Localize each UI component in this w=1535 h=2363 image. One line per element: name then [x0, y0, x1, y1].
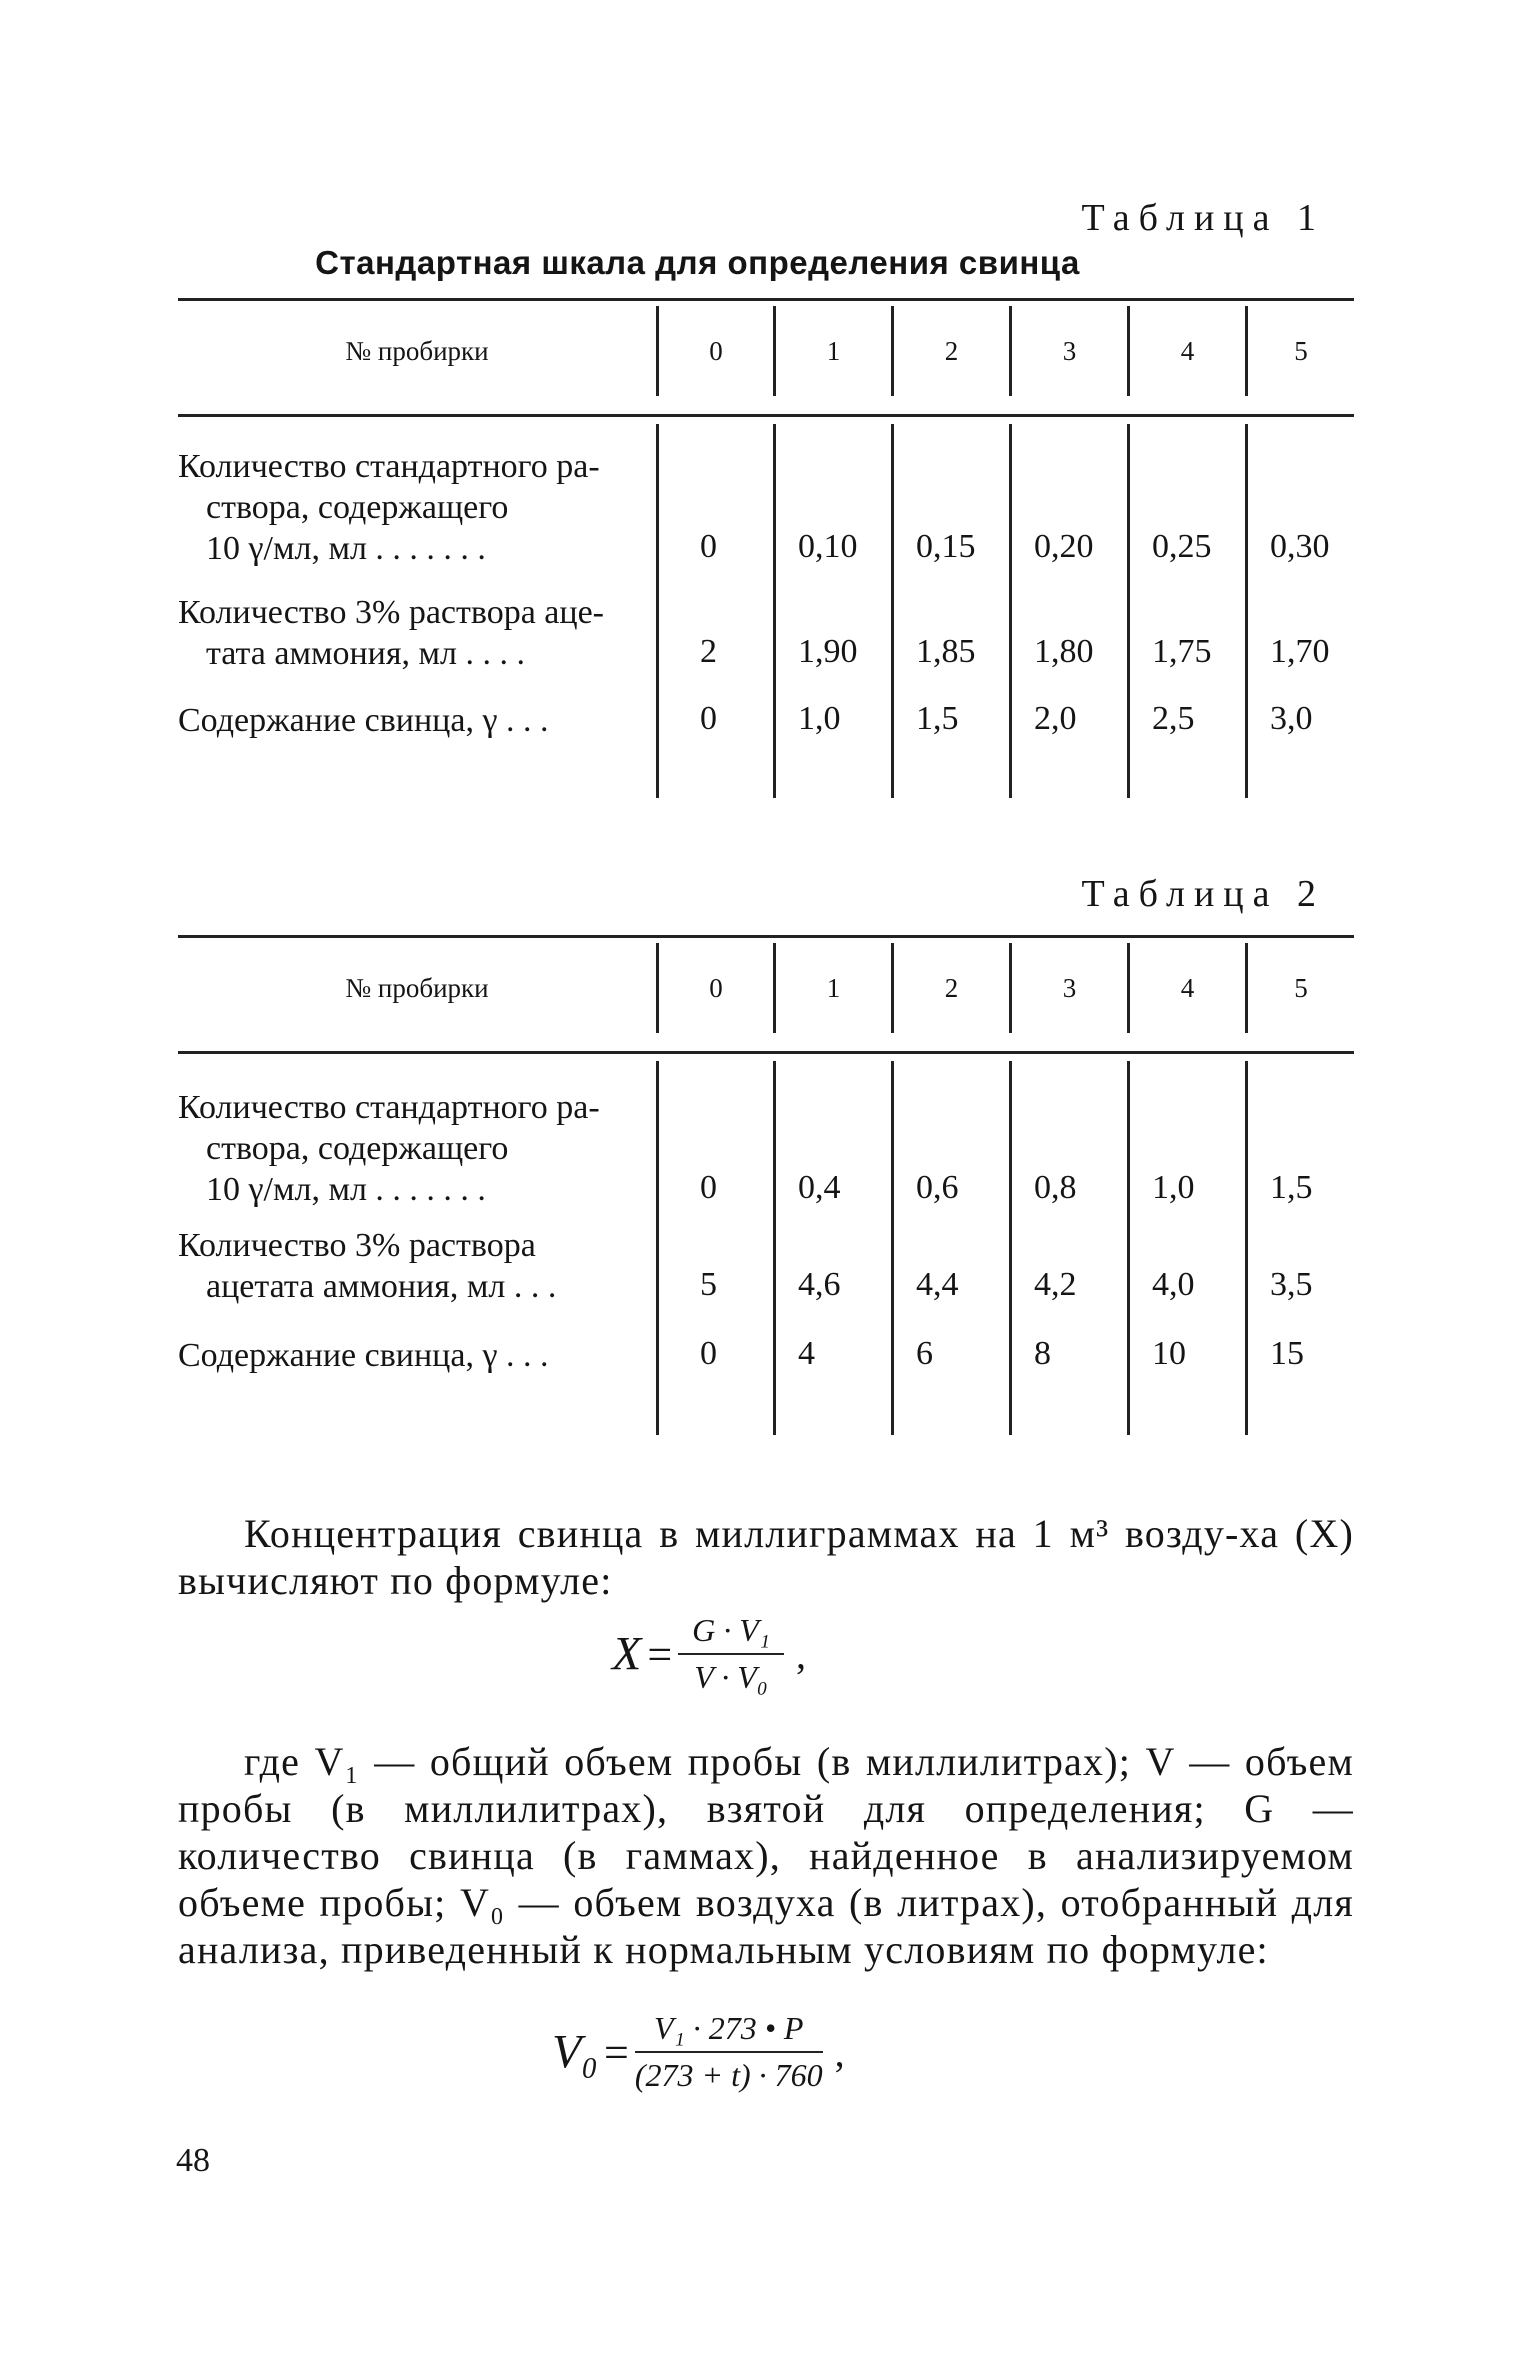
- table-cell: 0,25: [1152, 528, 1212, 565]
- table-cell: 1,80: [1034, 633, 1094, 670]
- table-column-rule: [656, 424, 659, 798]
- table-column-header: 4: [1180, 973, 1195, 1003]
- table-1: [178, 298, 1354, 808]
- table-column-rule: [891, 1061, 894, 1435]
- table-cell: 1,0: [1152, 1169, 1195, 1206]
- table-column-header: 4: [1180, 336, 1195, 366]
- table-cell: 4,6: [798, 1266, 841, 1303]
- formula-denominator: (273 + t) · 760: [634, 2057, 823, 2093]
- table-header-rule: [178, 1051, 1354, 1054]
- table-column-header: 2: [944, 336, 959, 366]
- table-cell: 1,0: [798, 700, 841, 737]
- table-column-rule: [1009, 1061, 1012, 1435]
- table-1-caption: Таблица 1: [1081, 197, 1325, 239]
- table-cell: 0: [700, 1169, 717, 1206]
- page-number: 48: [176, 2142, 210, 2179]
- formula-fraction: [635, 2010, 823, 2094]
- formula-equals: =: [647, 1629, 673, 1679]
- table-cell: 0,8: [1034, 1169, 1077, 1206]
- table-column-header: 3: [1062, 973, 1077, 1003]
- table-column-rule: [1127, 1061, 1130, 1435]
- table-cell: 1,70: [1270, 633, 1330, 670]
- paragraph-concentration: [178, 1510, 1354, 1604]
- table-cell: 1,5: [916, 700, 959, 737]
- table-row-label-line: Количество 3% раствора: [178, 1227, 536, 1264]
- formula-fraction: [678, 1612, 784, 1696]
- table-column-header: 1: [826, 336, 841, 366]
- table-cell: 0,30: [1270, 528, 1330, 565]
- table-1-title: Стандартная шкала для определения свинца: [315, 244, 1080, 281]
- table-cell: 0: [700, 1335, 717, 1372]
- table-cell: 4,4: [916, 1266, 959, 1303]
- table-column-rule: [1127, 424, 1130, 798]
- table-cell: 15: [1270, 1335, 1304, 1372]
- table-row-label: [178, 1087, 648, 1210]
- table-row-label-line: створа, содержащего: [206, 1130, 509, 1167]
- table-row-label-line: 10 γ/мл, мл . . . . . . .: [206, 1171, 486, 1208]
- table-cell: 0,20: [1034, 528, 1094, 565]
- table-cell: 1,5: [1270, 1169, 1313, 1206]
- paragraph-definitions: [178, 1738, 1354, 1973]
- table-column-rule: [773, 1061, 776, 1435]
- table-header-stub: № пробирки: [345, 336, 489, 366]
- table-header-stub: № пробирки: [345, 973, 489, 1003]
- formula-numerator: G · V₁: [678, 1612, 784, 1655]
- table-column-rule: [1245, 424, 1248, 798]
- table-cell: 8: [1034, 1335, 1051, 1372]
- table-cell: 6: [916, 1335, 933, 1372]
- table-cell: 1,90: [798, 633, 858, 670]
- table-column-rule: [891, 424, 894, 798]
- table-column-header: 0: [709, 336, 723, 366]
- formula-lhs: V₀: [552, 2025, 599, 2079]
- table-column-rule: [1245, 1061, 1248, 1435]
- table-cell: 0: [700, 528, 717, 565]
- table-column-header: 5: [1294, 336, 1308, 366]
- table-cell: 2,0: [1034, 700, 1077, 737]
- table-column-header: 2: [944, 973, 959, 1003]
- table-cell: 2,5: [1152, 700, 1195, 737]
- table-cell: 5: [700, 1266, 717, 1303]
- formula-v0: [552, 2010, 845, 2094]
- table-row-label: [178, 700, 648, 741]
- table-row-label: [178, 592, 648, 674]
- table-cell: 10: [1152, 1335, 1186, 1372]
- table-column-rule: [773, 424, 776, 798]
- table-row-label-line: створа, содержащего: [206, 489, 509, 526]
- table-cell: 4,2: [1034, 1266, 1077, 1303]
- table-row-label: [178, 1225, 648, 1307]
- table-cell: 3,5: [1270, 1266, 1313, 1303]
- table-cell: 1,75: [1152, 633, 1212, 670]
- formula-denominator: V · V₀: [694, 1659, 768, 1695]
- paragraph-text: где V₁ — общий объем пробы (в миллилитрах); V — объем пробы (в миллилитрах), взятой для определения; G — количество свинца (в гаммах), найденное в анализируемом объеме пробы; V₀ — объем воздуха (в литрах), отобранный для анализа, приведенный к нормальным условиям по формуле:: [178, 1739, 1354, 1972]
- table-row-label-line: 10 γ/мл, мл . . . . . . .: [206, 530, 486, 567]
- table-column-rule: [656, 1061, 659, 1435]
- table-column-header: 3: [1062, 336, 1077, 366]
- paragraph-text: Концентрация свинца в миллиграммах на 1 м³ возду-ха (X) вычисляют по формуле:: [178, 1511, 1354, 1603]
- table-column-header: 0: [709, 973, 723, 1003]
- table-row-label-line: Количество стандартного ра-: [178, 448, 600, 485]
- table-cell: 1,85: [916, 633, 976, 670]
- table-row-label-line: Количество 3% раствора аце-: [178, 594, 604, 631]
- table-cell: 3,0: [1270, 700, 1313, 737]
- table-cell: 0,6: [916, 1169, 959, 1206]
- table-row-label: [178, 1335, 648, 1376]
- table-cell: 0: [700, 700, 717, 737]
- table-cell: 2: [700, 633, 717, 670]
- table-row-label: [178, 446, 648, 569]
- table-column-header: 1: [826, 973, 841, 1003]
- formula-comma: ,: [834, 2029, 845, 2075]
- table-row-label-line: Количество стандартного ра-: [178, 1089, 600, 1126]
- table-2-caption: Таблица 2: [1081, 873, 1325, 915]
- table-2: [178, 935, 1354, 1435]
- formula-lhs: X: [612, 1627, 642, 1681]
- table-cell: 0,15: [916, 528, 976, 565]
- table-row-label-line: Содержание свинца, γ . . .: [178, 1337, 549, 1374]
- table-cell: 0,4: [798, 1169, 841, 1206]
- table-top-rule: [178, 298, 1354, 301]
- formula-comma: ,: [795, 1631, 806, 1677]
- table-header-rule: [178, 414, 1354, 417]
- table-row-label-line: ацетата аммония, мл . . .: [206, 1268, 557, 1305]
- table-cell: 4: [798, 1335, 815, 1372]
- formula-x: [612, 1612, 806, 1696]
- table-cell: 0,10: [798, 528, 858, 565]
- table-column-rule: [1009, 424, 1012, 798]
- table-row-label-line: Содержание свинца, γ . . .: [178, 702, 549, 739]
- table-row-label-line: тата аммония, мл . . . .: [206, 635, 525, 672]
- table-cell: 4,0: [1152, 1266, 1195, 1303]
- formula-equals: =: [604, 2027, 629, 2077]
- table-column-header: 5: [1294, 973, 1308, 1003]
- formula-numerator: V₁ · 273 • P: [635, 2010, 823, 2053]
- table-top-rule: [178, 935, 1354, 938]
